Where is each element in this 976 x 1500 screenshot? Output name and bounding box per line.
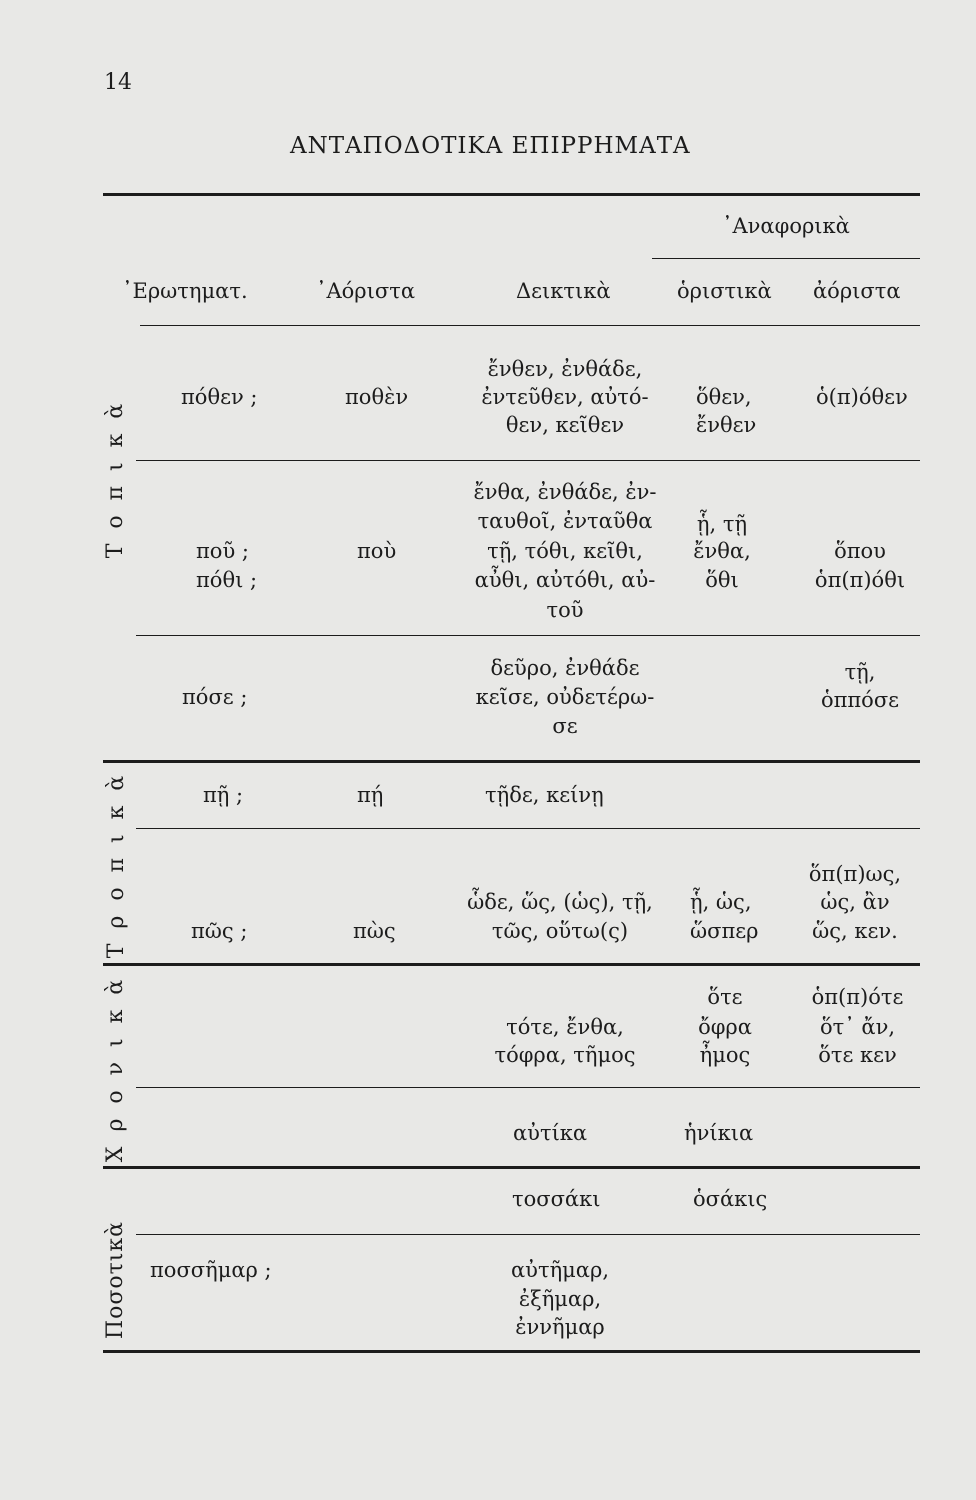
rule-r1 bbox=[136, 460, 920, 461]
row2-aor-rel-2: ὁπ(π)όθι bbox=[814, 568, 906, 592]
section-posotika: Ποσοτικὰ bbox=[103, 1220, 128, 1340]
rule-chronika-end bbox=[103, 1166, 920, 1169]
row2-aor-rel-1: ὅπου bbox=[834, 539, 886, 563]
row6-aor-rel-2: ὅτ᾿ ἄν, bbox=[819, 1015, 896, 1039]
row3-deik-1: δεῦρο, ἐνθάδε bbox=[490, 656, 640, 680]
row4-aor: πῄ bbox=[357, 783, 384, 807]
page-number: 14 bbox=[104, 70, 132, 95]
row6-deik-2: τόφρα, τῆμος bbox=[494, 1043, 636, 1067]
row1-deik-3: θεν, κεῖθεν bbox=[505, 413, 625, 437]
header-erotimat: ᾿Ερωτηματ. bbox=[122, 279, 248, 303]
row9-deik-1: αὐτῆμαρ, bbox=[511, 1258, 609, 1282]
row7-orist: ἡνίκια bbox=[684, 1121, 754, 1145]
section-chronika: Χ ρ ο ν ι κ ὰ bbox=[103, 975, 128, 1163]
row9-deik-2: ἐξῆμαρ, bbox=[518, 1287, 602, 1311]
header-deiktika: Δεικτικὰ bbox=[516, 279, 611, 303]
row5-deik-1: ὧδε, ὥς, (ὡς), τῇ, bbox=[467, 890, 653, 914]
row5-erot: πῶς ; bbox=[191, 919, 248, 943]
row4-erot: πῇ ; bbox=[203, 783, 244, 807]
row6-aor-rel-3: ὅτε κεν bbox=[818, 1043, 897, 1067]
row2-deik-3: τῇ, τόθι, κεῖθι, bbox=[487, 539, 643, 563]
row5-aor-rel-1: ὅπ(π)ως, bbox=[808, 862, 902, 886]
row8-deik: τοσσάκι bbox=[512, 1187, 601, 1211]
row3-deik-2: κεῖσε, οὐδετέρω- bbox=[475, 685, 655, 709]
row1-orist-2: ἔνθεν bbox=[696, 413, 757, 437]
row2-deik-1: ἔνθα, ἐνθάδε, ἐν- bbox=[473, 480, 657, 504]
row2-deik-4: αὖθι, αὐτόθι, αὐ- bbox=[474, 568, 656, 592]
row2-deik-2: ταυθοῖ, ἐνταῦθα bbox=[477, 509, 653, 533]
row1-aor-rel: ὁ(π)όθεν bbox=[816, 385, 908, 409]
row4-deik: τῇδε, κείνῃ bbox=[485, 783, 604, 807]
row5-orist-1: ᾗ, ὡς, bbox=[690, 890, 752, 914]
row1-deik-2: ἐντεῦθεν, αὐτό- bbox=[481, 385, 649, 409]
header-aorista-rel: ἀόριστα bbox=[813, 279, 901, 303]
header-anaforika: ᾿Αναφορικὰ bbox=[722, 214, 850, 238]
row6-orist-1: ὅτε bbox=[707, 985, 743, 1009]
row2-deik-5: τοῦ bbox=[546, 598, 584, 622]
row2-aor: ποὺ bbox=[357, 539, 397, 563]
row1-erot: πόθεν ; bbox=[181, 385, 258, 409]
row1-aor: ποθὲν bbox=[345, 385, 409, 409]
row5-deik-2: τῶς, οὕτω(ς) bbox=[491, 919, 629, 943]
row5-orist-2: ὥσπερ bbox=[690, 919, 759, 943]
row5-aor-rel-2: ὡς, ἂν bbox=[820, 890, 890, 914]
row5-aor-rel-3: ὥς, κεν. bbox=[812, 919, 898, 943]
rule-topika-end bbox=[103, 760, 920, 763]
row6-deik-1: τότε, ἔνθα, bbox=[506, 1015, 624, 1039]
page-title: ΑΝΤΑΠΟΔΟΤΙΚΑ ΕΠΙΡΡΗΜΑΤΑ bbox=[290, 133, 691, 159]
row3-aor-rel-2: ὁππόσε bbox=[820, 688, 900, 712]
rule-r6 bbox=[136, 1087, 920, 1088]
row3-aor-rel-1: τῇ, bbox=[844, 660, 876, 684]
rule-bottom bbox=[103, 1350, 920, 1353]
rule-r8 bbox=[136, 1234, 920, 1235]
rule-tropika-end bbox=[103, 963, 920, 966]
row6-orist-2: ὄφρα bbox=[698, 1015, 752, 1039]
rule-r4 bbox=[136, 828, 920, 829]
row5-aor: πὼς bbox=[353, 919, 396, 943]
row2-erot-1: ποῦ ; bbox=[196, 539, 249, 563]
row2-orist-2: ἔνθα, bbox=[693, 539, 751, 563]
rule-anaforika bbox=[652, 258, 920, 259]
row2-orist-3: ὅθι bbox=[705, 568, 739, 592]
section-tropika: Τ ρ ο π ι κ ὰ bbox=[104, 771, 129, 959]
rule-r2 bbox=[136, 635, 920, 636]
row2-erot-2: πόθι ; bbox=[196, 568, 258, 592]
row6-aor-rel-1: ὁπ(π)ότε bbox=[811, 985, 904, 1009]
rule-header bbox=[140, 325, 920, 326]
row1-deik-1: ἔνθεν, ἐνθάδε, bbox=[487, 357, 643, 381]
section-topika: Τ ο π ι κ ὰ bbox=[103, 399, 128, 559]
header-aorista: ᾿Αόριστα bbox=[316, 279, 416, 303]
rule-top bbox=[103, 193, 920, 196]
row6-orist-3: ἦμος bbox=[699, 1043, 751, 1067]
row3-deik-3: σε bbox=[552, 714, 578, 738]
row7-deik: αὐτίκα bbox=[513, 1121, 588, 1145]
row9-erot: ποσσῆμαρ ; bbox=[150, 1258, 272, 1282]
row8-orist: ὁσάκις bbox=[693, 1187, 768, 1211]
row2-orist-1: ᾗ, τῇ bbox=[696, 512, 748, 536]
row3-erot: πόσε ; bbox=[182, 685, 248, 709]
header-oristika: ὁριστικὰ bbox=[677, 279, 772, 303]
row1-orist-1: ὅθεν, bbox=[696, 385, 752, 409]
row9-deik-3: ἐννῆμαρ bbox=[515, 1315, 605, 1339]
